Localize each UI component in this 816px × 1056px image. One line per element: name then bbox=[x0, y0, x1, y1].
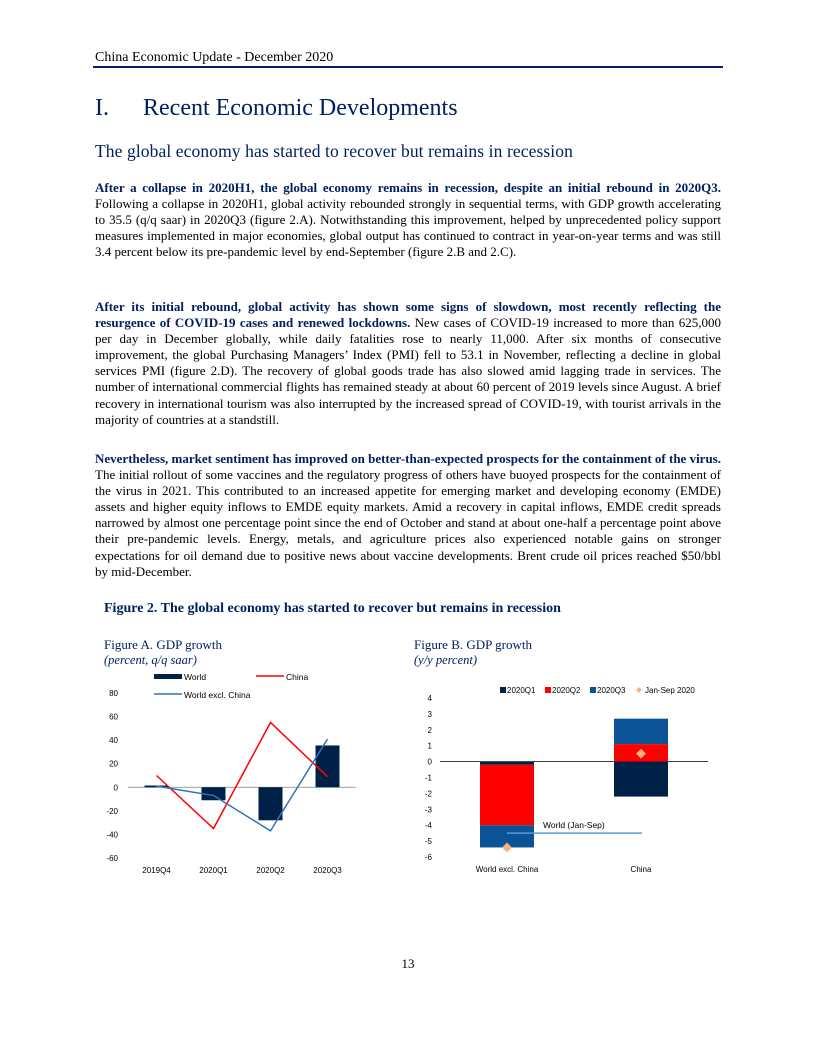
reference-label: World (Jan-Sep) bbox=[543, 820, 605, 831]
legend-2020q3-swatch bbox=[590, 687, 596, 693]
paragraph bbox=[95, 180, 721, 260]
panel-a-subtitle: (percent, q/q saar) bbox=[104, 653, 197, 667]
y-tick-label: -40 bbox=[106, 830, 118, 840]
panel-b-title: Figure B. GDP growth bbox=[414, 637, 532, 652]
legend-world-excl-china-label: World excl. China bbox=[184, 690, 251, 700]
stacked-bar-segment bbox=[614, 762, 668, 797]
y-tick-label: 2 bbox=[427, 725, 432, 735]
legend-world-swatch bbox=[154, 674, 182, 679]
page-number: 13 bbox=[401, 956, 415, 971]
paragraph bbox=[95, 299, 721, 428]
legend-2020q3-label: 2020Q3 bbox=[597, 686, 626, 695]
section-heading: Recent Economic Developments bbox=[143, 95, 458, 121]
stacked-bar-segment bbox=[480, 765, 534, 825]
y-tick-label: -1 bbox=[424, 773, 432, 783]
paragraph-lead: Nevertheless, market sentiment has improved on better-than-expected prospects for the containment of the virus. bbox=[95, 451, 721, 466]
y-tick-label: 0 bbox=[113, 783, 118, 793]
legend-jan-sep-swatch bbox=[636, 687, 642, 693]
panel-b-subtitle: (y/y percent) bbox=[414, 653, 478, 667]
y-tick-label: 80 bbox=[109, 689, 118, 698]
y-tick-label: 1 bbox=[427, 741, 432, 751]
y-tick-label: 4 bbox=[427, 694, 432, 703]
legend-china-label: China bbox=[286, 672, 309, 682]
paragraph-body: New cases of COVID-19 increased to more than 625,000 per day in December globally, while daily fatalities rose to nearly 11,000. After six months of consecutive improvement, the global Purchasing Managers’ Index (PMI) fell to 53.1 in November, reflecting a decline in global services PMI (figure 2.D). The recovery of global goods trade has also slowed amid lagging trade in services. The number of international commercial flights has remained steady at about 60 percent of 2019 levels since August. A brief recovery in international tourism was also interrupted by the increased spread of COVID-19, with tourist arrivals in the majority of countries at a standstill. bbox=[95, 315, 721, 427]
x-tick-label: 2019Q4 bbox=[142, 866, 171, 875]
y-tick-label: 40 bbox=[109, 736, 118, 746]
y-tick-label: -6 bbox=[424, 853, 432, 862]
x-tick-label: China bbox=[630, 865, 652, 874]
stacked-bar-segment bbox=[480, 825, 534, 847]
stacked-bar-segment bbox=[614, 719, 668, 744]
legend-world-label: World bbox=[184, 672, 207, 682]
figure-title: Figure 2. The global economy has started to recover but remains in recession bbox=[104, 601, 561, 616]
y-tick-label: 3 bbox=[427, 709, 432, 719]
x-tick-label: 2020Q1 bbox=[199, 866, 228, 875]
y-tick-label: -60 bbox=[106, 854, 118, 863]
y-tick-label: -3 bbox=[424, 805, 432, 815]
marker-jan-sep bbox=[502, 843, 512, 853]
y-tick-label: -5 bbox=[424, 837, 432, 847]
y-tick-label: -4 bbox=[424, 821, 432, 831]
y-tick-label: 0 bbox=[427, 757, 432, 767]
legend-2020q1-swatch bbox=[500, 687, 506, 693]
y-tick-label: -20 bbox=[106, 806, 118, 816]
section-title bbox=[95, 95, 458, 122]
x-tick-label: World excl. China bbox=[475, 865, 539, 874]
running-header: China Economic Update - December 2020 bbox=[95, 50, 334, 65]
legend-2020q2-label: 2020Q2 bbox=[552, 686, 581, 695]
x-tick-label: 2020Q2 bbox=[256, 866, 285, 875]
y-tick-label: 20 bbox=[109, 759, 118, 769]
paragraph-body: Following a collapse in 2020H1, global activity rebounded strongly in sequential terms, with GDP growth accelerating to 35.5 (q/q saar) in 2020Q3 (figure 2.A). Notwithstanding this improvement, helped by unprecedented policy support measures implemented in major economies, global output has continued to contract in year-on-year terms and was still 3.4 percent below its pre-pandemic level by end-September (figure 2.B and 2.C). bbox=[95, 196, 721, 260]
x-tick-label: 2020Q3 bbox=[313, 866, 342, 875]
legend-2020q1-label: 2020Q1 bbox=[507, 686, 536, 695]
paragraph-lead: After its initial rebound, global activity has shown some signs of slowdown, most recently reflecting the resurgence of COVID-19 cases and renewed lockdowns. bbox=[95, 299, 721, 331]
paragraph-body: The initial rollout of some vaccines and the regulatory progress of others have buoyed prospects for the containment of the virus in 2021. This contributed to an increased appetite for emerging market and developing economy (EMDE) assets and higher equity inflows to EMDE equity markets. Amid a recovery in capital inflows, EMDE credit spreads narrowed by almost one percentage point since the end of October and stand at about one-half a percentage point above their pre-pandemic levels. Energy, metals, and agriculture prices also experienced notable gains on stronger expectations for oil demand due to positive news about vaccine developments. Brent crude oil prices reached $50/bbl by mid-December. bbox=[95, 467, 721, 579]
y-tick-label: -2 bbox=[424, 789, 432, 799]
bar-world bbox=[316, 745, 340, 787]
legend-2020q2-swatch bbox=[545, 687, 551, 693]
subheading: The global economy has started to recover but remains in recession bbox=[95, 141, 573, 161]
header-rule bbox=[93, 66, 723, 68]
paragraph-lead: After a collapse in 2020H1, the global economy remains in recession, despite an initial rebound in 2020Q3. bbox=[95, 180, 721, 195]
paragraph bbox=[95, 451, 721, 580]
legend-jan-sep-label: Jan-Sep 2020 bbox=[645, 686, 695, 695]
bar-world bbox=[145, 786, 169, 788]
bar-world bbox=[202, 787, 226, 800]
stacked-bar-segment bbox=[480, 762, 534, 765]
bar-world bbox=[259, 787, 283, 820]
stacked-bar-segment bbox=[614, 744, 668, 761]
panel-a-title: Figure A. GDP growth bbox=[104, 637, 222, 652]
series-line bbox=[157, 739, 328, 831]
series-line bbox=[157, 722, 328, 828]
marker-jan-sep bbox=[636, 749, 646, 759]
section-number: I. bbox=[95, 95, 109, 121]
y-tick-label: 60 bbox=[109, 712, 118, 722]
